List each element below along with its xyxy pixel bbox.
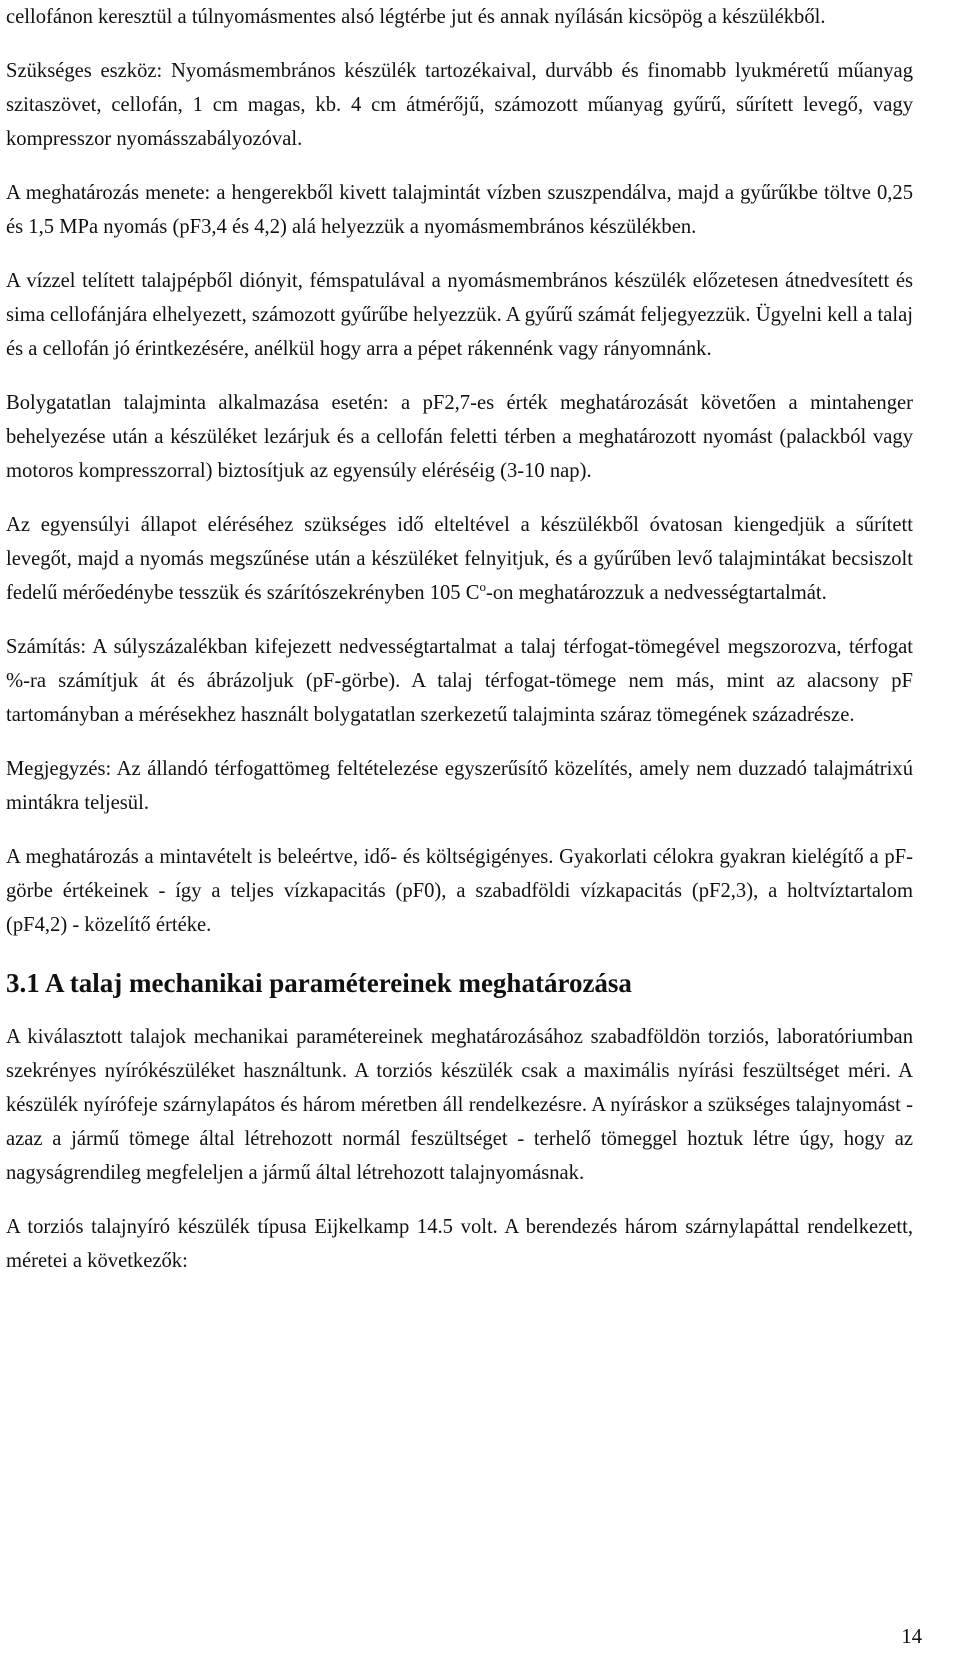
document-page: [6, 0, 913, 1278]
paragraph-equilibrium-text: Az egyensúlyi állapot eléréséhez szükséges idő elteltével a készülékből óvatosan kiengedjük a sűrített levegőt, majd a nyomás megszűnése után a készüléket felnyitjuk, és a gyűrűben levő talajmintákat becsiszolt fedelű mérőedénybe tesszük és szárítószekrényben 105 C: [6, 514, 913, 604]
degree-superscript: o: [479, 579, 486, 594]
page-number: 14: [901, 1626, 922, 1648]
paragraph-cost: A meghatározás a mintavételt is beleértve, idő- és költségigényes. Gyakorlati célokra gyakran kielégítő a pF-görbe értékeinek - így a teljes vízkapacitás (pF0), a szabadföldi vízkapacitás (pF2,3), a holtvíztartalom (pF4,2) - közelítő értéke.: [6, 846, 913, 936]
paragraph-calculation: Számítás: A súlyszázalékban kifejezett nedvességtartalmat a talaj térfogat-tömegével megszorozva, térfogat %-ra számítjuk át és ábrázoljuk (pF-görbe). A talaj térfogat-tömege nem más, mint az alacsony pF tartományban a mérésekhez használt bolygatatlan szerkezetű talajminta száraz tömegének századrésze.: [6, 636, 913, 726]
paragraph-equilibrium: [6, 508, 913, 610]
paragraph-undisturbed-sample: Bolygatatlan talajminta alkalmazása esetén: a pF2,7-es érték meghatározását követően a mintahenger behelyezése után a készüléket lezárjuk és a cellofán feletti térben a meghatározott nyomást (palackból vagy motoros kompresszorral) biztosítjuk az egyensúly eléréséig (3-10 nap).: [6, 392, 913, 482]
paragraph-saturated-paste: A vízzel telített talajpépből diónyit, fémspatulával a nyomásmembrános készülék előzetesen átnedvesített és sima cellofánjára elhelyezett, számozott gyűrűbe helyezzük. A gyűrű számát feljegyezzük. Ügyelni kell a talaj és a cellofán jó érintkezésére, anélkül hogy arra a pépet rákennénk vagy rányomnánk.: [6, 270, 913, 360]
paragraph-mechanical-parameters: A kiválasztott talajok mechanikai paramétereinek meghatározásához szabadföldön torziós, laboratóriumban szekrényes nyírókészüléket használtunk. A torziós készülék csak a maximális nyírási feszültséget méri. A készülék nyírófeje szárnylapátos és három méretben áll rendelkezésre. A nyíráskor a szükséges talajnyomást - azaz a jármű tömege által létrehozott normál feszültséget - terhelő tömeggel hoztuk létre úgy, hogy az nagyságrendileg megfeleljen a jármű által létrehozott talajnyomásnak.: [6, 1026, 913, 1184]
section-heading: 3.1 A talaj mechanikai paramétereinek meghatározása: [6, 968, 632, 998]
paragraph-equipment: Szükséges eszköz: Nyomásmembrános készülék tartozékaival, durvább és finomabb lyukméretű műanyag szitaszövet, cellofán, 1 cm magas, kb. 4 cm átmérőjű, számozott műanyag gyűrű, sűrített levegő, vagy kompresszor nyomásszabályozóval.: [6, 60, 913, 150]
paragraph-device-type: A torziós talajnyíró készülék típusa Eijkelkamp 14.5 volt. A berendezés három szárnylapáttal rendelkezett, méretei a következők:: [6, 1216, 913, 1272]
paragraph-note: Megjegyzés: Az állandó térfogattömeg feltételezése egyszerűsítő közelítés, amely nem duzzadó talajmátrixú mintákra teljesül.: [6, 758, 913, 814]
paragraph-procedure: A meghatározás menete: a hengerekből kivett talajmintát vízben szuszpendálva, majd a gyűrűkbe töltve 0,25 és 1,5 MPa nyomás (pF3,4 és 4,2) alá helyezzük a nyomásmembrános készülékben.: [6, 182, 913, 238]
paragraph-equilibrium-text-end: -on meghatározzuk a nedvességtartalmát.: [486, 582, 827, 604]
paragraph-continuation: cellofánon keresztül a túlnyomásmentes alsó légtérbe jut és annak nyílásán kicsöpög a készülékből.: [6, 6, 826, 28]
